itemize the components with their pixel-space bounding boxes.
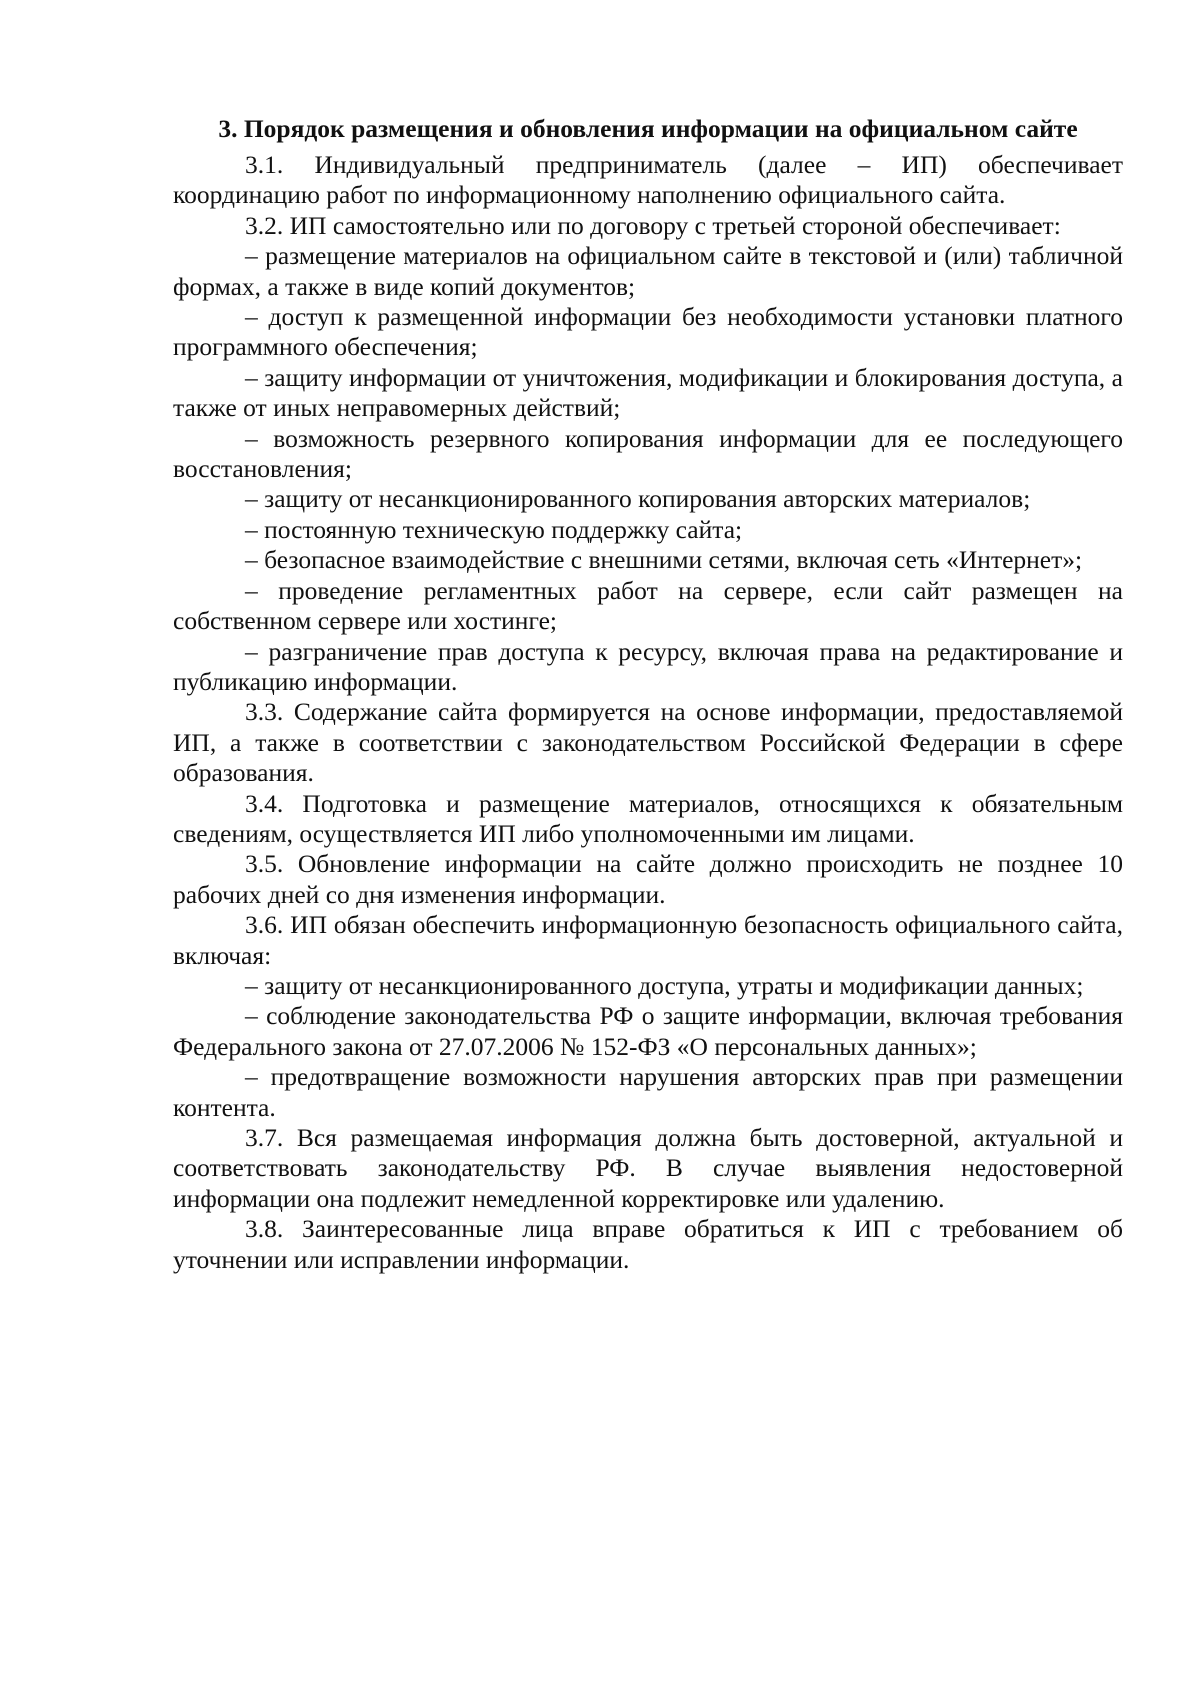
- list-item: – защиту от несанкционированного копирования авторских материалов;: [245, 484, 1031, 514]
- document-page: [173, 112, 1123, 1275]
- list-item: – безопасное взаимодействие с внешними сетями, включая сеть «Интернет»;: [245, 545, 1083, 575]
- list-item: – разграничение прав доступа к ресурсу, включая права на редактирование и публикацию информации.: [173, 636, 1123, 696]
- paragraph-3-3: 3.3. Содержание сайта формируется на основе информации, предоставляемой ИП, а также в соответствии с законодательством Российской Федерации в сфере образования.: [173, 697, 1123, 788]
- paragraph-3-5: 3.5. Обновление информации на сайте должно происходить не позднее 10 рабочих дней со дня изменения информации.: [173, 849, 1123, 909]
- paragraph-3-2: 3.2. ИП самостоятельно или по договору с третьей стороной обеспечивает:: [245, 210, 1061, 240]
- section-title: 3. Порядок размещения и обновления информации на официальном сайте: [218, 114, 1078, 143]
- list-item: – защиту от несанкционированного доступа, утраты и модификации данных;: [245, 970, 1084, 1000]
- list-item: – постоянную техническую поддержку сайта;: [245, 514, 743, 544]
- list-item: – предотвращение возможности нарушения авторских прав при размещении контента.: [173, 1062, 1123, 1122]
- paragraph-3-7: 3.7. Вся размещаемая информация должна быть достоверной, актуальной и соответствовать законодательству РФ. В случае выявления недостоверной информации она подлежит немедленной корректировке или удалению.: [173, 1123, 1123, 1213]
- paragraph-3-1: 3.1. Индивидуальный предприниматель (далее – ИП) обеспечивает координацию работ по информационному наполнению официального сайта.: [173, 150, 1123, 210]
- list-item: – проведение регламентных работ на сервере, если сайт размещен на собственном сервере или хостинге;: [173, 575, 1123, 636]
- list-item: – размещение материалов на официальном сайте в текстовой и (или) табличной формах, а также в виде копий документов;: [173, 241, 1123, 301]
- paragraph-3-6: 3.6. ИП обязан обеспечить информационную безопасность официального сайта, включая:: [173, 910, 1123, 970]
- list-item: – защиту информации от уничтожения, модификации и блокирования доступа, а также от иных неправомерных действий;: [173, 362, 1123, 423]
- paragraph-3-8: 3.8. Заинтересованные лица вправе обратиться к ИП с требованием об уточнении или исправлении информации.: [173, 1214, 1123, 1274]
- paragraph-3-4: 3.4. Подготовка и размещение материалов, относящихся к обязательным сведениям, осуществляется ИП либо уполномоченными им лицами.: [173, 788, 1123, 848]
- list-item: – возможность резервного копирования информации для ее последующего восстановления;: [173, 423, 1123, 484]
- list-item: – доступ к размещенной информации без необходимости установки платного программного обеспечения;: [173, 302, 1123, 362]
- list-item: – соблюдение законодательства РФ о защите информации, включая требования Федерального закона от 27.07.2006 № 152-ФЗ «О персональных данных»;: [173, 1001, 1123, 1061]
